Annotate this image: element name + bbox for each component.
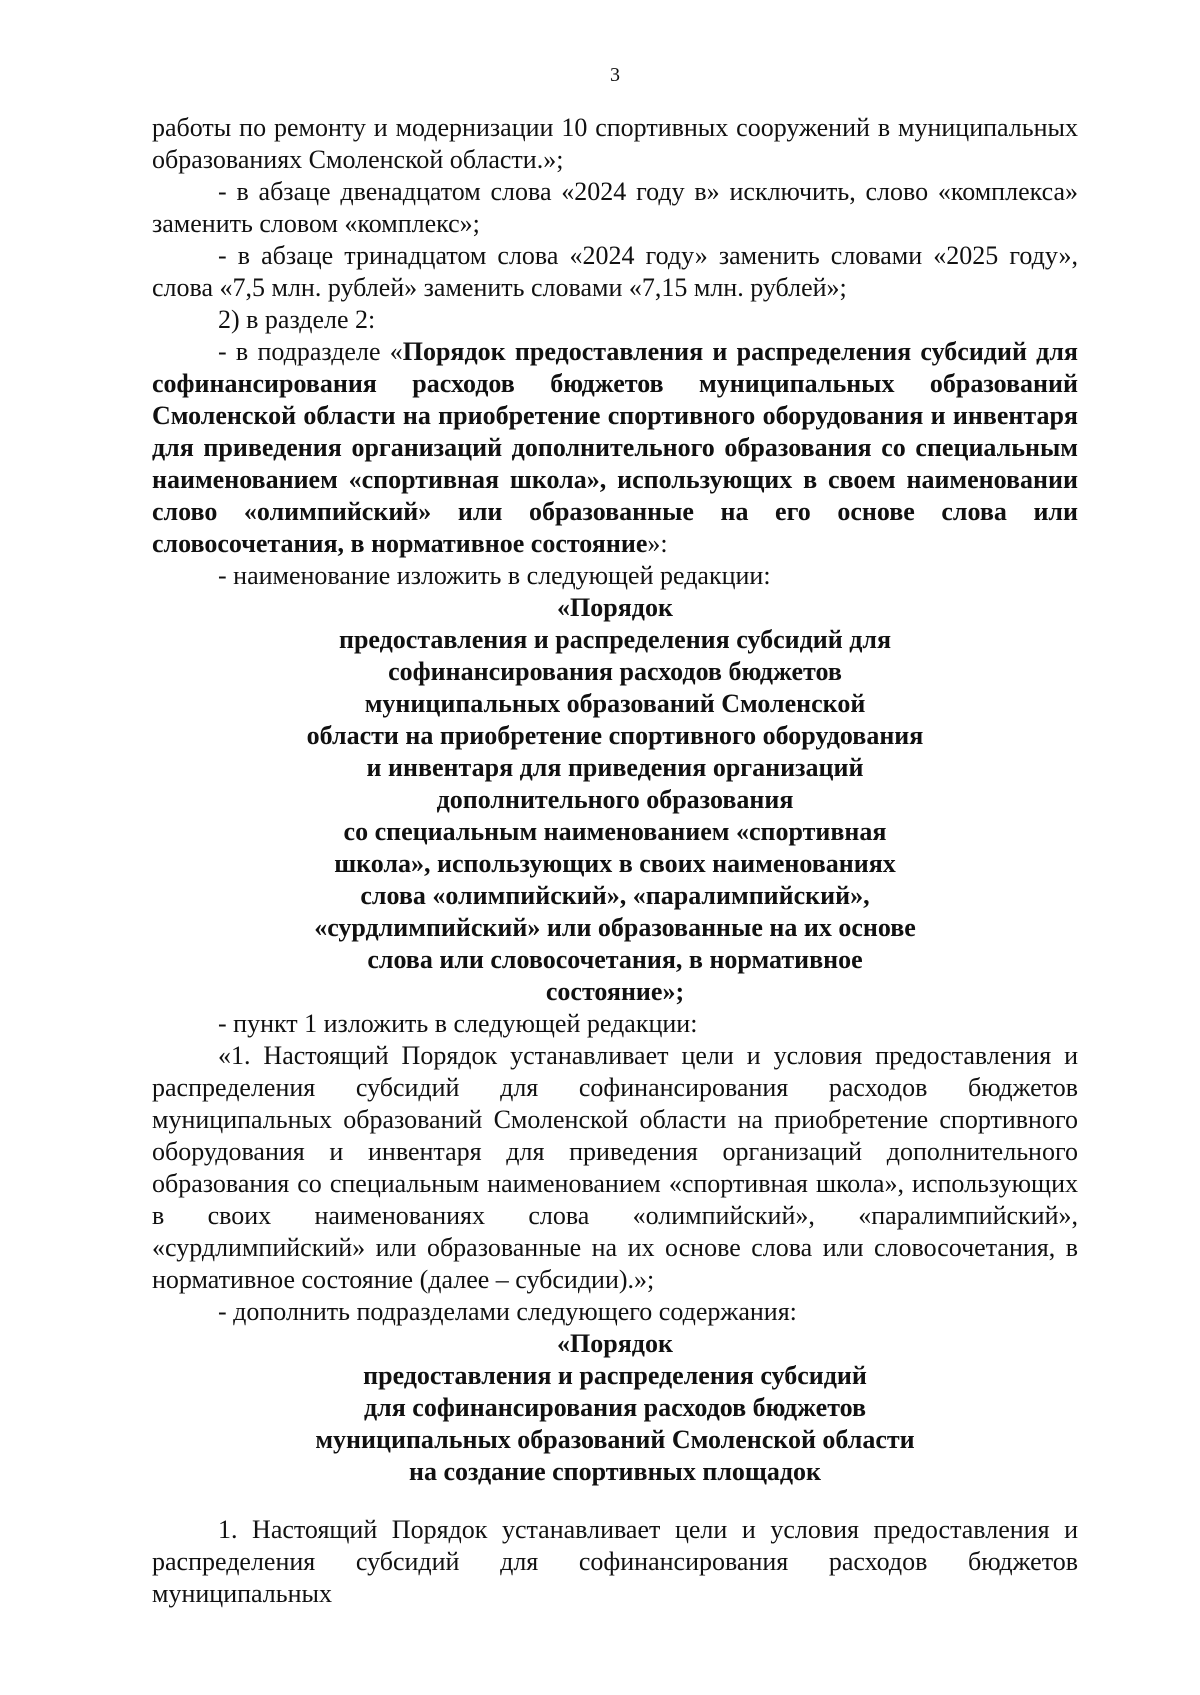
- title1-line: софинансирования расходов бюджетов: [388, 657, 842, 686]
- title2-line: для софинансирования расходов бюджетов: [363, 1393, 867, 1422]
- title1-line: слова или словосочетания, в нормативное: [367, 945, 863, 974]
- title1-line: «сурдлимпийский» или образованные на их основе: [314, 913, 916, 942]
- subsection-ref-lead: - в подразделе «: [218, 337, 403, 366]
- title1-line: со специальным наименованием «спортивная: [343, 817, 887, 846]
- new-title-block-1: [152, 592, 1078, 1008]
- subsection-ref-tail: »:: [647, 529, 668, 558]
- title2-line: муниципальных образований Смоленской области: [315, 1425, 915, 1454]
- spacer: [152, 1488, 1078, 1514]
- title1-line: предоставления и распределения субсидий для: [338, 625, 892, 654]
- paragraph-point-1-text: «1. Настоящий Порядок устанавливает цели и условия предоставления и распределения субсидий для софинансирования расходов бюджетов муниципальных образований Смоленской области на приобретение спортивного оборудования и инвентаря для приведения организаций дополнительного образования со специальным наименованием «спортивная школа», использующих в своих наименованиях слова «олимпийский», «паралимпийский», «сурдлимпийский» или образованные на их основе слова или словосочетания, в нормативное состояние (далее – субсидии).»;: [152, 1041, 1078, 1294]
- paragraph-continuation: работы по ремонту и модернизации 10 спортивных сооружений в муниципальных образованиях Смоленской области.»;: [152, 113, 1078, 174]
- title1-line: школа», использующих в своих наименованиях: [334, 849, 896, 878]
- paragraph-subsection-ref: [152, 336, 1078, 560]
- paragraph-add-subsections: - дополнить подразделами следующего содержания:: [218, 1297, 797, 1326]
- paragraph-rename: - наименование изложить в следующей редакции:: [218, 561, 771, 590]
- paragraph-new-point-1: 1. Настоящий Порядок устанавливает цели и условия предоставления и распределения субсидий для софинансирования расходов бюджетов муниципальных: [152, 1515, 1078, 1608]
- title1-line: «Порядок: [557, 593, 673, 622]
- title2-line: на создание спортивных площадок: [408, 1457, 821, 1486]
- title1-line: состояние»;: [545, 977, 685, 1006]
- subsection-ref-title: Порядок предоставления и распределения субсидий для софинансирования расходов бюджетов муниципальных образований Смоленской области на приобретение спортивного оборудования и инвентаря для приведения организаций дополнительного образования со специальным наименованием «спортивная школа», использующих в своем наименовании слово «олимпийский» или образованные на его основе слова или словосочетания, в нормативное состояние: [152, 337, 1078, 558]
- page-number: 3: [610, 64, 620, 86]
- paragraph-amendment-13: - в абзаце тринадцатом слова «2024 году» заменить словами «2025 году», слова «7,5 млн. рублей» заменить словами «7,15 млн. рублей»;: [152, 241, 1078, 302]
- title2-line: «Порядок: [557, 1329, 673, 1358]
- title1-line: дополнительного образования: [436, 785, 794, 814]
- paragraph-section-2: 2) в разделе 2:: [218, 305, 376, 334]
- title1-line: слова «олимпийский», «паралимпийский»,: [360, 881, 870, 910]
- title1-line: области на приобретение спортивного оборудования: [306, 721, 924, 750]
- title1-line: муниципальных образований Смоленской: [364, 689, 866, 718]
- paragraph-point-1-edit: - пункт 1 изложить в следующей редакции:: [218, 1009, 698, 1038]
- title1-line: и инвентаря для приведения организаций: [366, 753, 864, 782]
- paragraph-amendment-12: - в абзаце двенадцатом слова «2024 году в» исключить, слово «комплекса» заменить словом «комплекс»;: [152, 177, 1078, 238]
- new-title-block-2: [152, 1328, 1078, 1488]
- title2-line: предоставления и распределения субсидий: [363, 1361, 867, 1390]
